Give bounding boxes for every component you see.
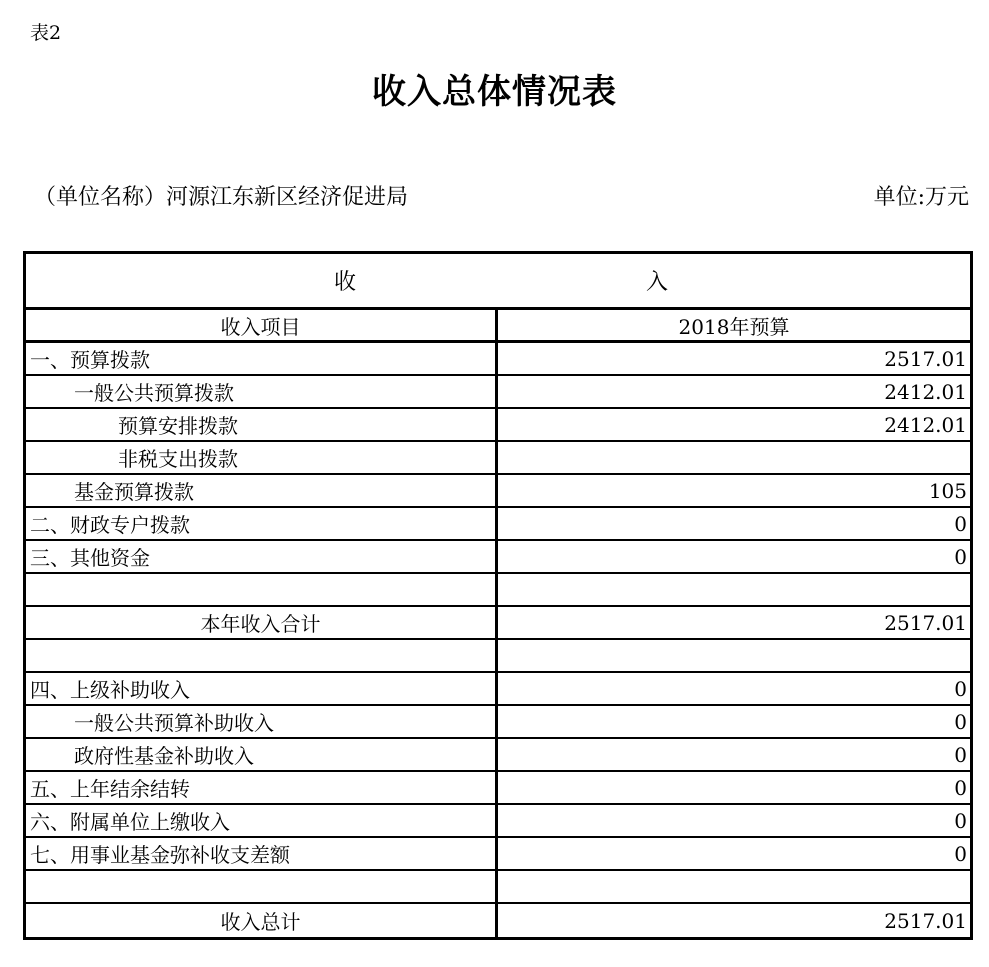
row-label: 七、用事业基金弥补收支差额 [26,838,498,869]
page-title: 收入总体情况表 [372,72,617,112]
row-label [26,574,498,605]
table-row [26,673,970,706]
table-row [26,508,970,541]
row-value: 2412.01 [884,379,967,404]
table-row [26,706,970,739]
row-label [26,640,498,671]
band-right-text: 入 [646,270,669,295]
row-label: 二、财政专户拨款 [26,508,498,539]
row-value: 0 [954,544,967,569]
table-row [26,376,970,409]
column-header-budget: 2018年预算 [678,314,790,339]
table-row [26,442,970,475]
row-label: 五、上年结余结转 [26,772,498,803]
row-value: 2517.01 [884,346,967,371]
row-label: 收入总计 [26,904,498,937]
row-value [498,640,970,671]
table-row-empty [26,640,970,673]
row-value: 2412.01 [884,412,967,437]
row-label: 本年收入合计 [26,607,498,638]
table-row-total [26,904,970,937]
row-label: 三、其他资金 [26,541,498,572]
row-label: 非税支出拨款 [26,442,498,473]
table-number: 表2 [30,22,62,44]
table-row [26,805,970,838]
row-label: 四、上级补助收入 [26,673,498,704]
row-label [26,871,498,902]
row-value: 0 [954,841,967,866]
unit-label: 单位:万元 [873,185,969,210]
table-row-empty [26,871,970,904]
row-value: 2517.01 [884,908,967,933]
row-label: 一、预算拨款 [26,343,498,374]
column-header-row [26,310,970,343]
row-label: 一般公共预算补助收入 [26,706,498,737]
row-value: 0 [954,742,967,767]
row-label: 预算安排拨款 [26,409,498,440]
table-row [26,343,970,376]
table-row [26,475,970,508]
column-header-item: 收入项目 [26,310,498,340]
row-value [498,574,970,605]
row-value: 0 [954,709,967,734]
table-band-header [26,254,970,310]
table-row [26,739,970,772]
table-row-empty [26,574,970,607]
table-row [26,541,970,574]
table-row [26,772,970,805]
row-label: 基金预算拨款 [26,475,498,506]
row-value: 105 [928,478,967,503]
income-table [23,251,973,940]
table-row [26,409,970,442]
row-value [498,442,970,473]
row-value: 2517.01 [884,610,967,635]
row-value: 0 [954,808,967,833]
row-label: 政府性基金补助收入 [26,739,498,770]
table-row [26,838,970,871]
unit-name: （单位名称）河源江东新区经济促进局 [34,185,409,210]
row-label: 一般公共预算拨款 [26,376,498,407]
band-left-text: 收 [334,270,357,295]
row-value [498,871,970,902]
table-row-subtotal [26,607,970,640]
row-value: 0 [954,511,967,536]
row-value: 0 [954,676,967,701]
row-value: 0 [954,775,967,800]
row-label: 六、附属单位上缴收入 [26,805,498,836]
